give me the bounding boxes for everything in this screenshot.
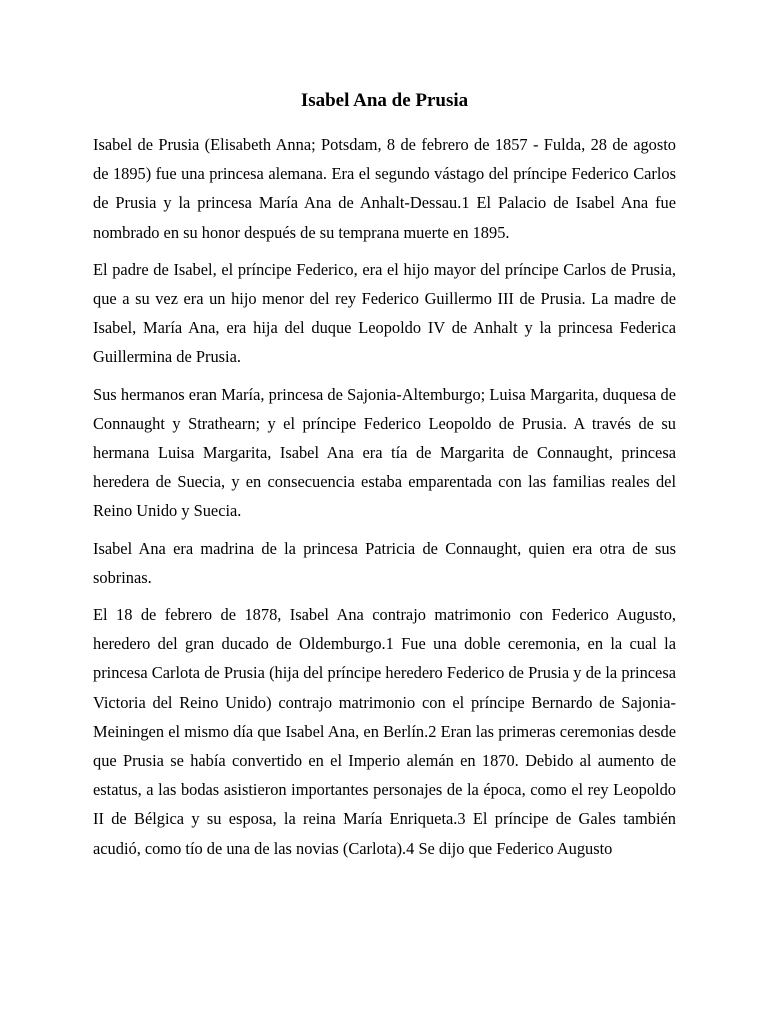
- paragraph-3: Sus hermanos eran María, princesa de Sajonia-Altemburgo; Luisa Margarita, duquesa de Connaught y Strathearn; y el príncipe Federico Leopoldo de Prusia. A través de su hermana Luisa Margarita, Isabel Ana era tía de Margarita de Connaught, princesa heredera de Suecia, y en consecuencia estaba emparentada con las familias reales del Reino Unido y Suecia.: [93, 384, 676, 521]
- document-title: Isabel Ana de Prusia: [300, 90, 469, 111]
- document-body: [93, 86, 676, 871]
- paragraph-5: El 18 de febrero de 1878, Isabel Ana contrajo matrimonio con Federico Augusto, heredero del gran ducado de Oldemburgo.1 Fue una doble ceremonia, en la cual la princesa Carlota de Prusia (hija del príncipe heredero Federico de Prusia y de la princesa Victoria del Reino Unido) contrajo matrimonio con el príncipe Bernardo de Sajonia-Meiningen el mismo día que Isabel Ana, en Berlín.2 Eran las primeras ceremonias desde que Prusia se había convertido en el Imperio alemán en 1870. Debido al aumento de estatus, a las bodas asistieron importantes personajes de la época, como el rey Leopoldo II de Bélgica y su esposa, la reina María Enriqueta.3 El príncipe de Gales también acudió, como tío de una de las novias (Carlota).4 Se dijo que Federico Augusto: [93, 605, 676, 858]
- paragraph-1: Isabel de Prusia (Elisabeth Anna; Potsdam, 8 de febrero de 1857 - Fulda, 28 de agosto de 1895) fue una princesa alemana. Era el segundo vástago del príncipe Federico Carlos de Prusia y la princesa María Ana de Anhalt-Dessau.1 El Palacio de Isabel Ana fue nombrado en su honor después de su temprana muerte en 1895.: [93, 135, 676, 242]
- paragraph-2: El padre de Isabel, el príncipe Federico, era el hijo mayor del príncipe Carlos de Prusia, que a su vez era un hijo menor del rey Federico Guillermo III de Prusia. La madre de Isabel, María Ana, era hija del duque Leopoldo IV de Anhalt y la princesa Federica Guillermina de Prusia.: [93, 259, 676, 367]
- paragraph-4: Isabel Ana era madrina de la princesa Patricia de Connaught, quien era otra de sus sobrinas.: [93, 538, 676, 587]
